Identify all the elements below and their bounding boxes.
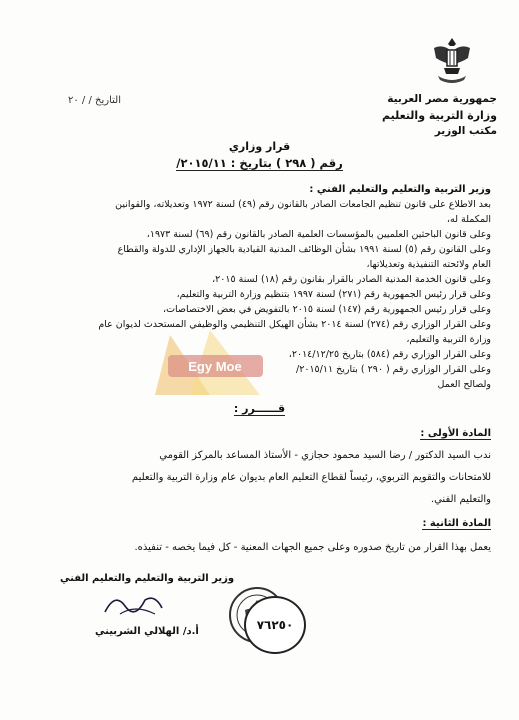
number-stamp xyxy=(244,596,306,654)
preamble-line: العام ولائحته التنفيذية وتعديلاتها، xyxy=(366,259,491,270)
preamble-line: وعلى القرار الوزاري رقم ( ٢٩٠ ) بتاريخ ٢٠١٥/١١/ xyxy=(296,364,491,375)
signature-title: وزير التربية والتعليم والتعليم الفني xyxy=(60,573,235,584)
egypt-eagle-emblem-icon xyxy=(430,34,474,86)
preamble-line: وعلى القرار الوزاري رقم (٢٧٤) لسنة ٢٠١٤ بشأن الهيكل التنظيمي والوظيفي المستحدث لديوان عام xyxy=(98,319,491,330)
preamble-line: وعلى قرار رئيس الجمهورية رقم (٢٧١) لسنة ١٩٩٧ بتنظيم وزارة التربية والتعليم، xyxy=(176,289,491,300)
stamp-number: ٧٦٢٥٠ xyxy=(256,618,294,632)
preamble-line: وزارة التربية والتعليم، xyxy=(406,334,491,345)
preamble-line: وعلى القانون رقم (٥) لسنة ١٩٩١ بشأن الوظائف المدنية القيادية بالجهاز الإداري للدولة والقطاع xyxy=(117,244,491,255)
egymoe-watermark-logo xyxy=(150,325,280,405)
article2-line: يعمل بهذا القرار من تاريخ صدوره وعلى جميع الجهات المعنية - كل فيما يخصه - تنفيذه. xyxy=(134,542,491,553)
preamble-line: وعلى قرار رئيس الجمهورية رقم (١٤٧) لسنة ٢٠١٥ بالتفويض في بعض الاختصاصات، xyxy=(163,304,491,315)
article1-heading: المادة الأولى : xyxy=(420,428,491,439)
office-name: مكتب الوزير xyxy=(434,125,497,137)
date-line: التاريخ / / ٢٠ xyxy=(68,95,121,106)
minister-heading: وزير التربية والتعليم والتعليم الفني : xyxy=(309,184,491,195)
preamble-line: وعلى القرار الوزاري رقم (٥٨٤) بتاريخ ٢٠١٤/١٢/٢٥، xyxy=(288,349,491,360)
article1-line: والتعليم الفني. xyxy=(430,494,491,505)
country-name: جمهورية مصر العربية xyxy=(387,93,497,105)
article2-heading: المادة الثانية : xyxy=(422,518,491,529)
decides-heading: قــــــرر : xyxy=(233,402,286,415)
preamble-line: المكملة له، xyxy=(446,214,491,225)
preamble-line: وعلى قانون الخدمة المدنية الصادر بالقرار بقانون رقم (١٨) لسنة ٢٠١٥، xyxy=(212,274,491,285)
article1-line: ندب السيد الدكتور / رضا السيد محمود حجازي - الأستاذ المساعد بالمركز القومي xyxy=(159,450,491,461)
handwritten-signature xyxy=(100,586,170,620)
preamble-line: بعد الاطلاع على قانون تنظيم الجامعات الصادر بالقانون رقم (٤٩) لسنة ١٩٧٢ وتعديلاته، والقوانين xyxy=(115,199,491,210)
ministry-name: وزارة التربية والتعليم xyxy=(382,109,497,122)
watermark-text: Egy Moe xyxy=(188,359,242,374)
preamble-line: ولصالح العمل xyxy=(437,379,491,390)
article1-line: للامتحانات والتقويم التربوي، رئيساً لقطاع التعليم العام بديوان عام وزارة التربية والتعليم xyxy=(131,472,491,483)
decree-title: قرار وزاري xyxy=(228,140,291,153)
preamble-line: وعلى قانون الباحثين العلميين بالمؤسسات العلمية الصادر بالقانون رقم (٦٩) لسنة ١٩٧٣، xyxy=(146,229,491,240)
signature-name: أ.د/ الهلالي الشربيني xyxy=(95,626,199,637)
decree-number: رقم ( ٢٩٨ ) بتاريخ : ٢٠١٥/١١/ xyxy=(176,156,343,170)
